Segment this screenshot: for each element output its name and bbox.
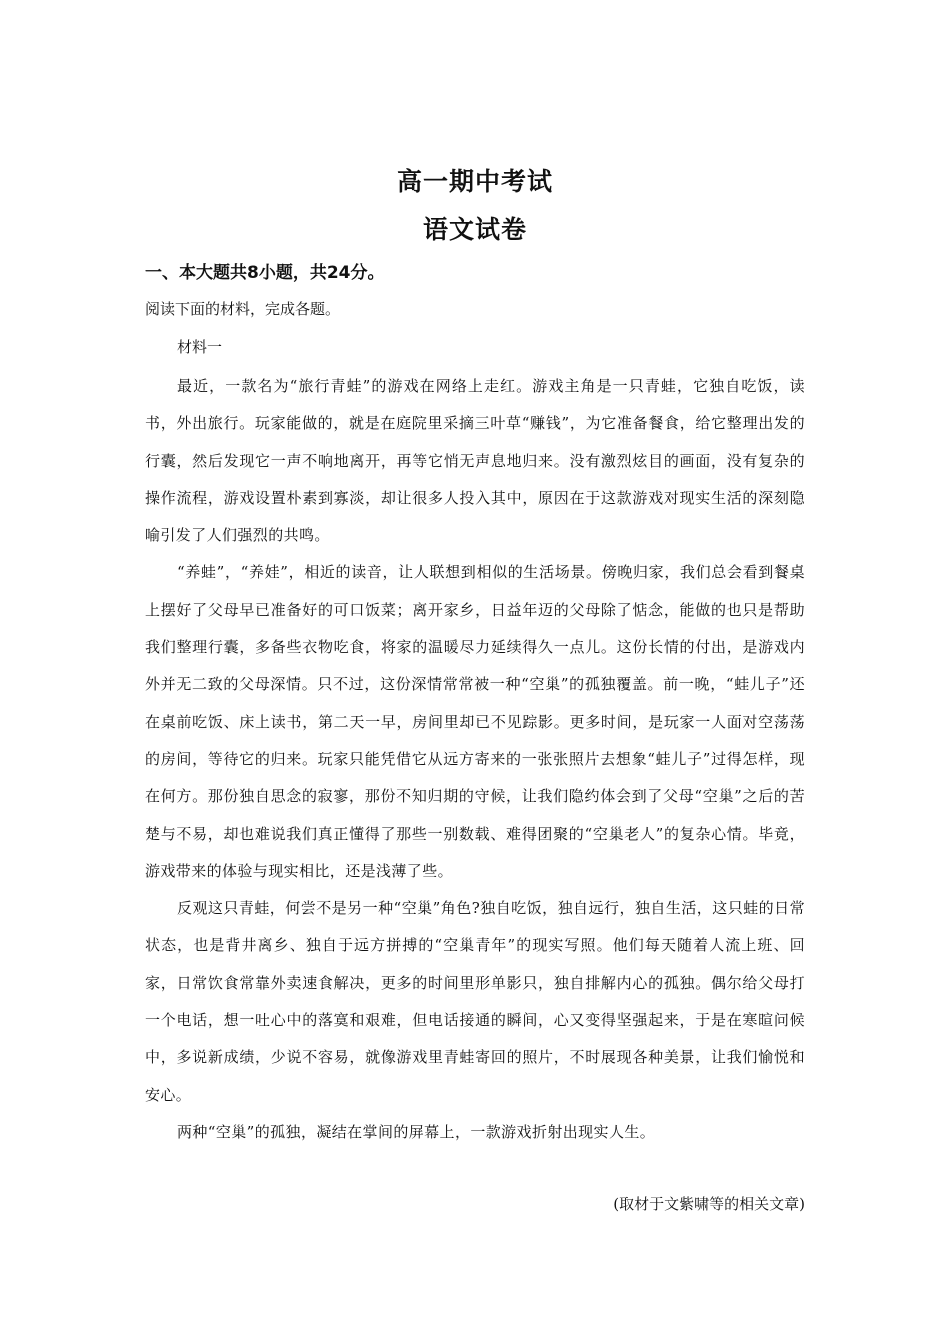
- source-note: (取材于文紫啸等的相关文章): [613, 1195, 805, 1213]
- article-paragraph-2: “养蛙”，“养娃”，相近的读音，让人联想到相似的生活场景。傍晚归家，我们总会看到餐桌上摆好了父母早已准备好的可口饭菜；离开家乡，日益年迈的父母除了惦念，能做的也只是帮助我们整理行囊，多备些衣物吃食，将家的温暖尽力延续得久一点儿。这份长情的付出，是游戏内外并无二致的父母深情。只不过，这份深情常常被一种“空巢”的孤独覆盖。前一晚，“蛙儿子”还在桌前吃饭、床上读书，第二天一早，房间里却已不见踪影。更多时间，是玩家一人面对空荡荡的房间，等待它的归来。玩家只能凭借它从远方寄来的一张张照片去想象“蛙儿子”过得怎样，现在何方。那份独自思念的寂寥，那份不知归期的守候，让我们隐约体会到了父母“空巢”之后的苦楚与不易，却也难说我们真正懂得了那些一别数载、难得团聚的“空巢老人”的复杂心情。毕竟，游戏带来的体验与现实相比，还是浅薄了些。: [145, 563, 805, 880]
- exam-title: 高一期中考试: [396, 167, 553, 196]
- reading-instruction: 阅读下面的材料，完成各题。: [145, 300, 341, 318]
- article-paragraph-1: 最近，一款名为“旅行青蛙”的游戏在网络上走红。游戏主角是一只青蛙，它独自吃饭，读书，外出旅行。玩家能做的，就是在庭院里采摘三叶草“赚钱”，为它准备餐食，给它整理出发的行囊，然后发现它一声不响地离开，再等它悄无声息地归来。没有激烈炫目的画面，没有复杂的操作流程，游戏设置朴素到寡淡，却让很多人投入其中，原因在于这款游戏对现实生活的深刻隐喻引发了人们强烈的共鸣。: [145, 377, 805, 545]
- article-body: [145, 368, 805, 1151]
- material-label: 材料一: [177, 338, 223, 356]
- section-heading: 一、本大题共8小题，共24分。: [145, 263, 385, 283]
- article-paragraph-4: 两种“空巢”的孤独，凝结在掌间的屏幕上，一款游戏折射出现实人生。: [177, 1122, 656, 1141]
- article-paragraph-3: 反观这只青蛙，何尝不是另一种“空巢”角色?独自吃饭，独自远行，独自生活，这只蛙的日常状态，也是背井离乡、独自于远方拼搏的“空巢青年”的现实写照。他们每天随着人流上班、回家，日常饮食常靠外卖速食解决，更多的时间里形单影只，独自排解内心的孤独。偶尔给父母打一个电话，想一吐心中的落寞和艰难，但电话接通的瞬间，心又变得坚强起来，于是在寒暄问候中，多说新成绩，少说不容易，就像游戏里青蛙寄回的照片，不时展现各种美景，让我们愉悦和安心。: [145, 899, 805, 1104]
- exam-subtitle: 语文试卷: [422, 215, 527, 244]
